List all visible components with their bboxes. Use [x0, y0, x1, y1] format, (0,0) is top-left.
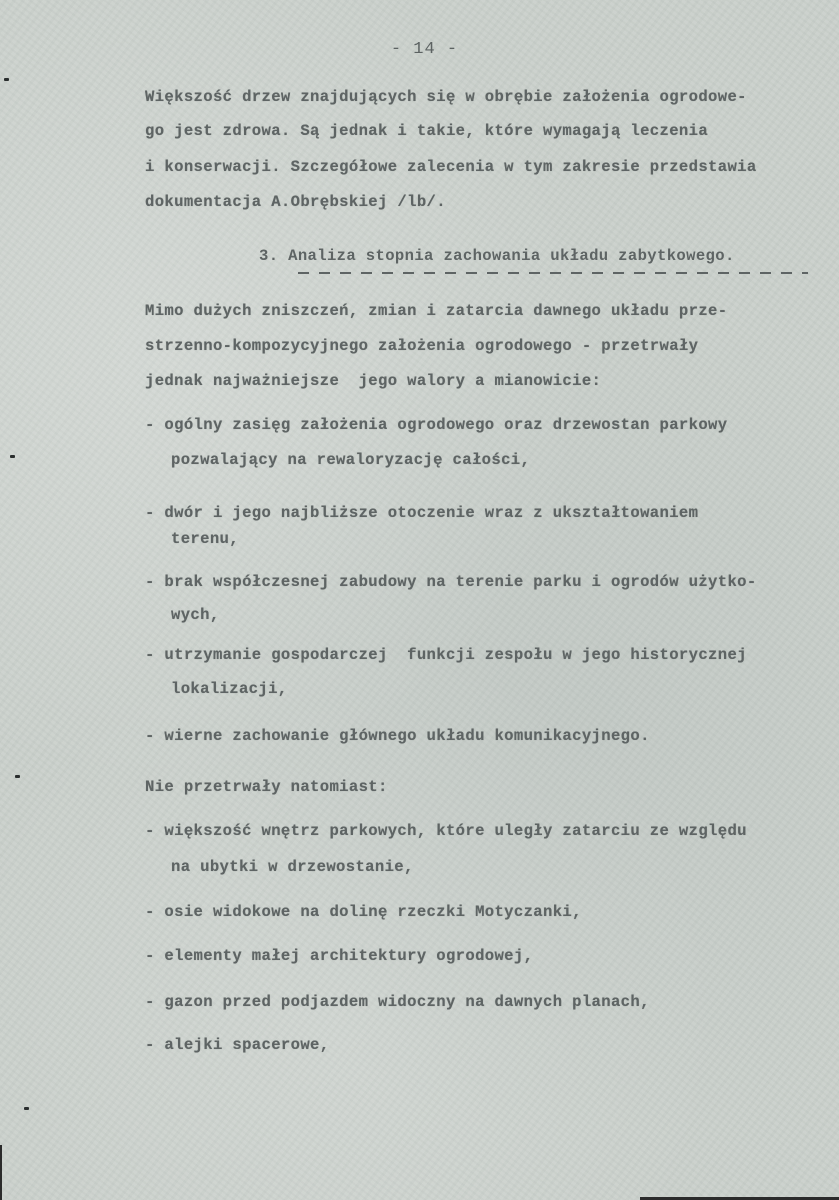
list-item-continuation: na ubytki w drzewostanie, [171, 858, 414, 876]
heading-dashed-underline [298, 272, 808, 274]
margin-mark [15, 775, 20, 778]
list-item-preserved: - ogólny zasięg założenia ogrodowego oraz drzewostan parkowy [145, 416, 728, 434]
paragraph-line: Mimo dużych zniszczeń, zmian i zatarcia dawnego układu prze- [145, 302, 728, 320]
paragraph-line: jednak najważniejsze jego walory a mianowicie: [145, 372, 602, 390]
list-item-continuation: wych, [171, 606, 220, 624]
list-item-lost: - osie widokowe na dolinę rzeczki Motyczanki, [145, 903, 582, 921]
list-item-preserved: - utrzymanie gospodarczej funkcji zespołu w jego historycznej [145, 646, 747, 664]
list-item-lost: - alejki spacerowe, [145, 1036, 330, 1054]
list-item-continuation: terenu, [171, 530, 239, 548]
page-number: - 14 - [390, 40, 459, 59]
paragraph-line: go jest zdrowa. Są jednak i takie, które wymagają leczenia [145, 122, 709, 140]
paragraph-line: Większość drzew znajdujących się w obrębie założenia ogrodowe- [145, 88, 747, 106]
list-item-preserved: - brak współczesnej zabudowy na terenie parku i ogrodów użytko- [145, 573, 757, 591]
margin-mark [4, 78, 9, 81]
list-item-preserved: - wierne zachowanie głównego układu komunikacyjnego. [145, 727, 650, 745]
list-item-lost: - elementy małej architektury ogrodowej, [145, 947, 534, 965]
margin-mark [10, 455, 15, 458]
list-item-continuation: pozwalający na rewaloryzację całości, [171, 451, 531, 469]
paragraph-line: dokumentacja A.Obrębskiej /lb/. [145, 193, 446, 211]
scan-edge-shadow [0, 1145, 2, 1200]
lost-intro: Nie przetrwały natomiast: [145, 778, 388, 796]
margin-mark [24, 1107, 29, 1110]
section-heading: 3. Analiza stopnia zachowania układu zabytkowego. [259, 247, 735, 265]
list-item-lost: - większość wnętrz parkowych, które uległy zatarciu ze względu [145, 822, 747, 840]
paragraph-line: i konserwacji. Szczegółowe zalecenia w tym zakresie przedstawia [145, 158, 757, 176]
list-item-lost: - gazon przed podjazdem widoczny na dawnych planach, [145, 993, 650, 1011]
paragraph-line: strzenno-kompozycyjnego założenia ogrodowego - przetrwały [145, 337, 699, 355]
list-item-preserved: - dwór i jego najbliższe otoczenie wraz z ukształtowaniem [145, 504, 699, 522]
list-item-continuation: lokalizacji, [171, 680, 288, 698]
